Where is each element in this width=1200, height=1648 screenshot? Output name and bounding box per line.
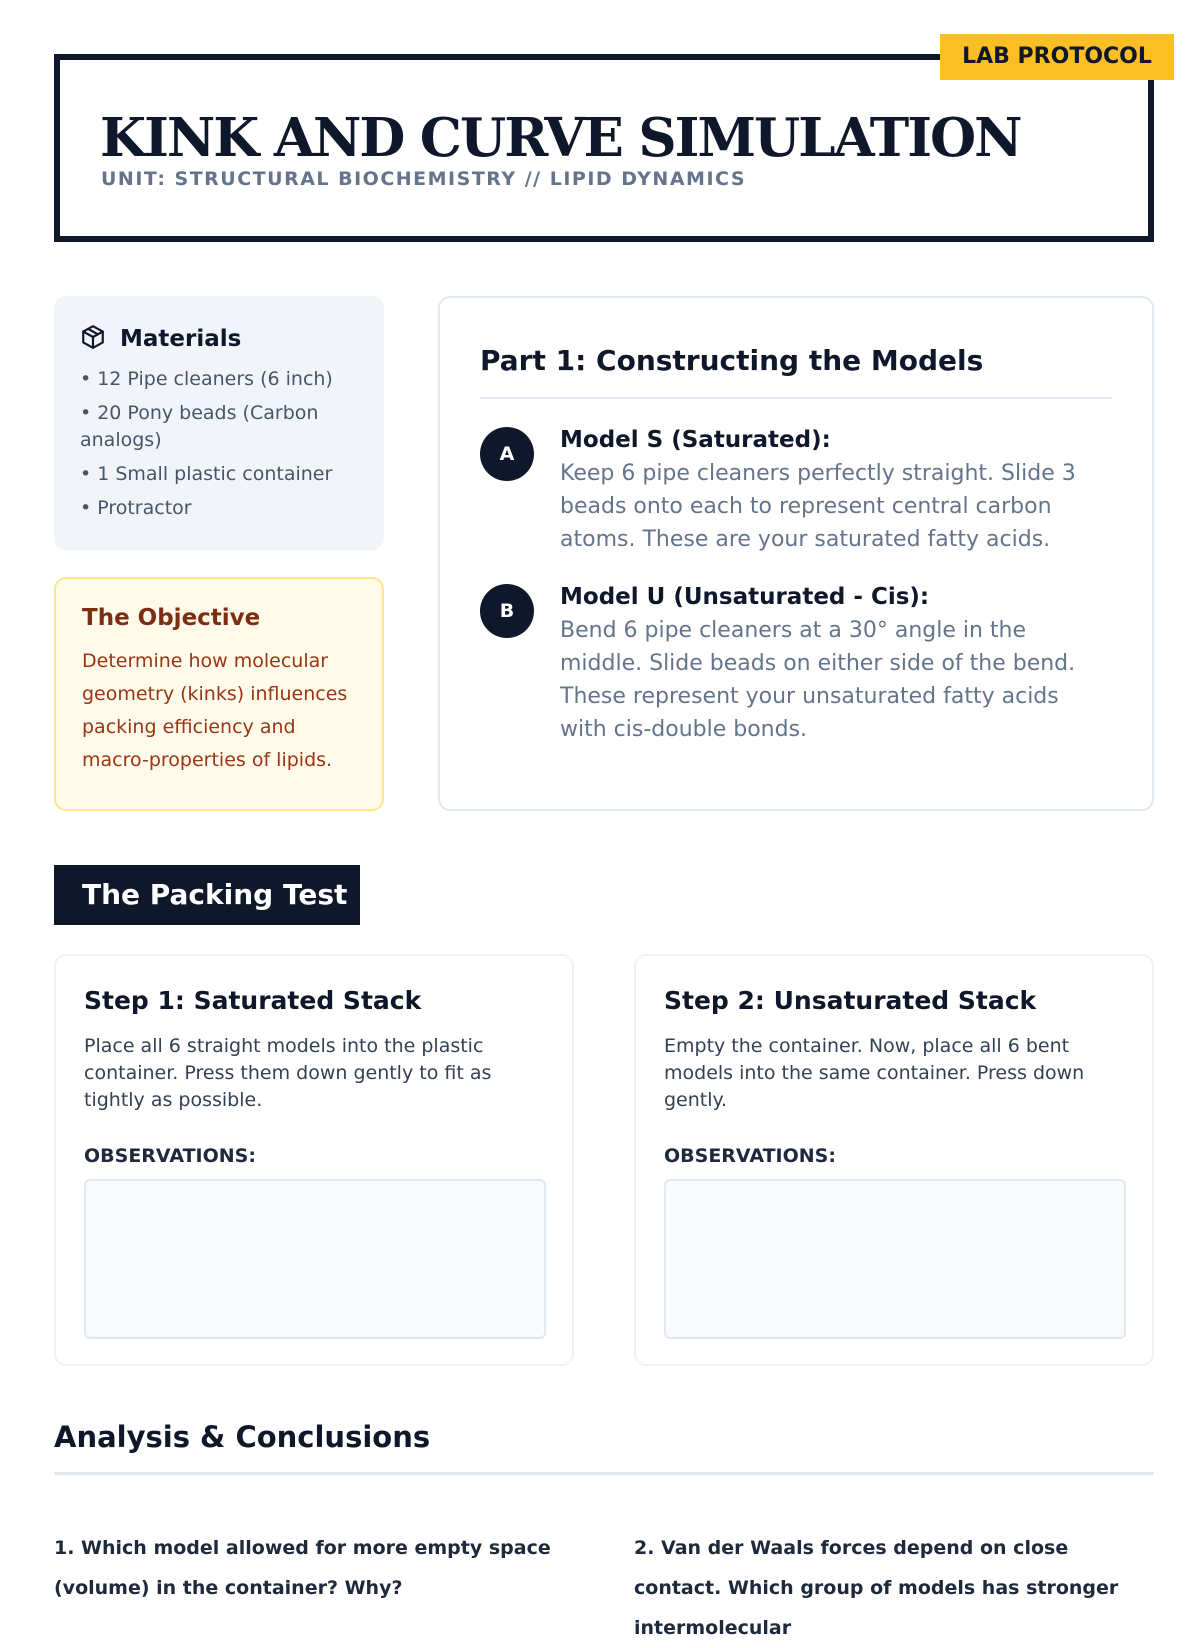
analysis-question-1: 1. Which model allowed for more empty space (volume) in the container? Why? (54, 1537, 551, 1599)
step-instructions: Place all 6 straight models into the plastic container. Press them down gently to fit as tightly as possible. (84, 1035, 492, 1111)
part1-title: Part 1: Constructing the Models (480, 344, 1112, 399)
objective-text: Determine how molecular geometry (kinks) influences packing efficiency and macro-properties of lipids. (82, 650, 348, 771)
materials-header (80, 324, 358, 354)
step-1-card (54, 954, 574, 1366)
step-title: Step 2: Unsaturated Stack (664, 986, 1037, 1015)
list-item: • Protractor (80, 497, 192, 519)
lab-protocol-tag: LAB PROTOCOL (940, 34, 1174, 80)
observations-field[interactable] (84, 1179, 546, 1339)
observations-label: OBSERVATIONS: (664, 1145, 836, 1167)
objective-title: The Objective (82, 605, 261, 631)
list-item: • 20 Pony beads (Carbon analogs) (80, 402, 319, 451)
model-badge-a: A (480, 427, 534, 481)
observations-label: OBSERVATIONS: (84, 1145, 256, 1167)
package-icon (80, 324, 106, 354)
objective-card (54, 577, 384, 811)
model-s-row (480, 427, 1112, 556)
page-subtitle: UNIT: STRUCTURAL BIOCHEMISTRY // LIPID DYNAMICS (101, 168, 746, 190)
model-description: Keep 6 pipe cleaners perfectly straight. Slide 3 beads onto each to represent central carbon atoms. These are your saturated fatty acids. (560, 461, 1076, 552)
packing-test-banner: The Packing Test (54, 865, 360, 925)
step-title: Step 1: Saturated Stack (84, 986, 422, 1015)
materials-card (54, 296, 384, 550)
model-description: Bend 6 pipe cleaners at a 30° angle in the middle. Slide beads on either side of the bend. These represent your unsaturated fatty acids with cis-double bonds. (560, 618, 1076, 742)
model-badge-b: B (480, 584, 534, 638)
step-instructions: Empty the container. Now, place all 6 bent models into the same container. Press down gently. (664, 1035, 1085, 1111)
analysis-question-2: 2. Van der Waals forces depend on close contact. Which group of models has stronger intermolecular (634, 1537, 1119, 1639)
part1-card (438, 296, 1154, 811)
analysis-title: Analysis & Conclusions (54, 1420, 1154, 1475)
observations-field[interactable] (664, 1179, 1126, 1339)
model-heading: Model S (Saturated): (560, 427, 831, 453)
list-item: • 12 Pipe cleaners (6 inch) (80, 368, 333, 390)
model-heading: Model U (Unsaturated - Cis): (560, 584, 930, 610)
list-item: • 1 Small plastic container (80, 463, 333, 485)
step-2-card (634, 954, 1154, 1366)
model-u-row (480, 584, 1112, 746)
materials-list (80, 366, 358, 522)
materials-title: Materials (120, 326, 242, 352)
page-title: KINK AND CURVE SIMULATION (100, 107, 1021, 169)
